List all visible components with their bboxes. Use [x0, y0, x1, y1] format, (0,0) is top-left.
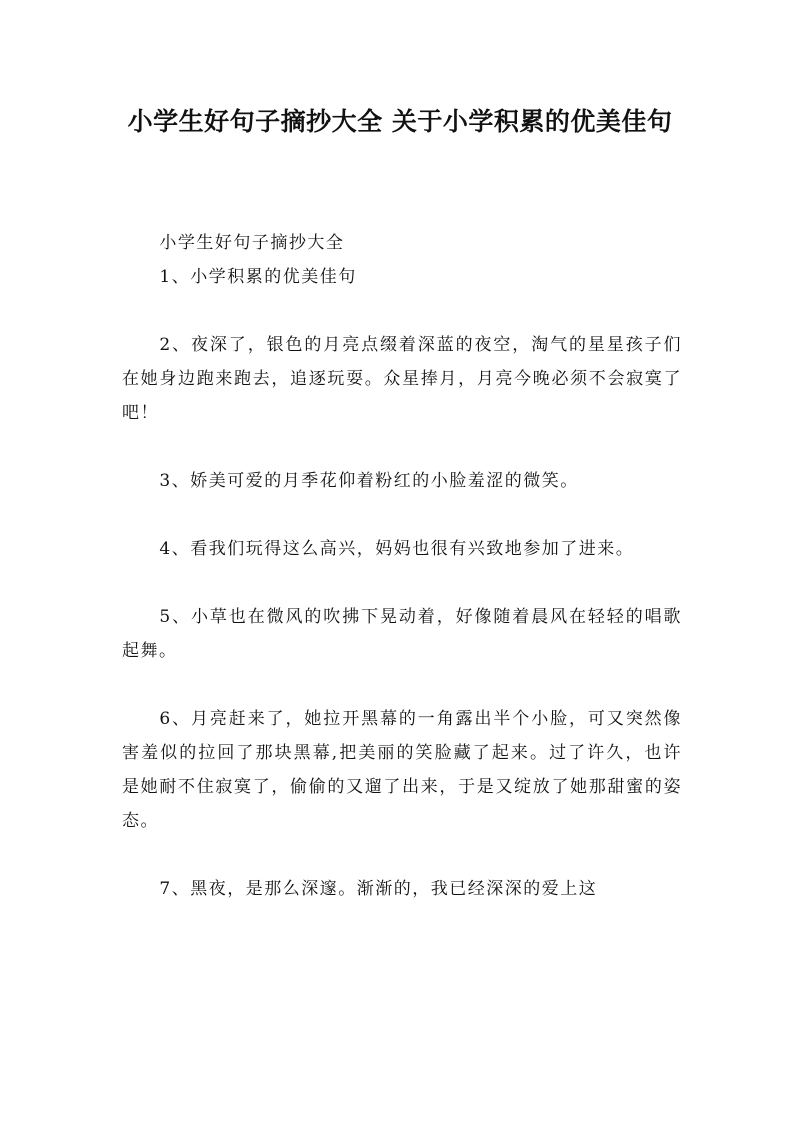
paragraph-5: 5、小草也在微风的吹拂下晃动着，好像随着晨风在轻轻的唱歌起舞。	[122, 607, 682, 661]
paragraph-7: 7、黑夜，是那么深邃。渐渐的，我已经深深的爱上这	[159, 879, 598, 899]
paragraph-1: 1、小学积累的优美佳句	[159, 267, 357, 287]
paragraph-3: 3、娇美可爱的月季花仰着粉红的小脸羞涩的微笑。	[159, 471, 579, 491]
paragraph-2: 2、夜深了，银色的月亮点缀着深蓝的夜空，淘气的星星孩子们在她身边跑来跑去，追逐玩耍。众星捧月，月亮今晚必须不会寂寞了吧！	[122, 335, 682, 423]
paragraph-6: 6、月亮赶来了，她拉开黑幕的一角露出半个小脸，可又突然像害羞似的拉回了那块黑幕,把美丽的笑脸藏了起来。过了许久，也许是她耐不住寂寞了，偷偷的又遛了出来，于是又绽放了她那甜蜜的姿态。	[122, 709, 682, 831]
document-body	[122, 226, 682, 906]
section-subtitle: 小学生好句子摘抄大全	[159, 233, 345, 253]
document-title: 小学生好句子摘抄大全 关于小学积累的优美佳句	[127, 107, 673, 136]
paragraph-4: 4、看我们玩得这么高兴，妈妈也很有兴致地参加了进来。	[159, 539, 635, 559]
